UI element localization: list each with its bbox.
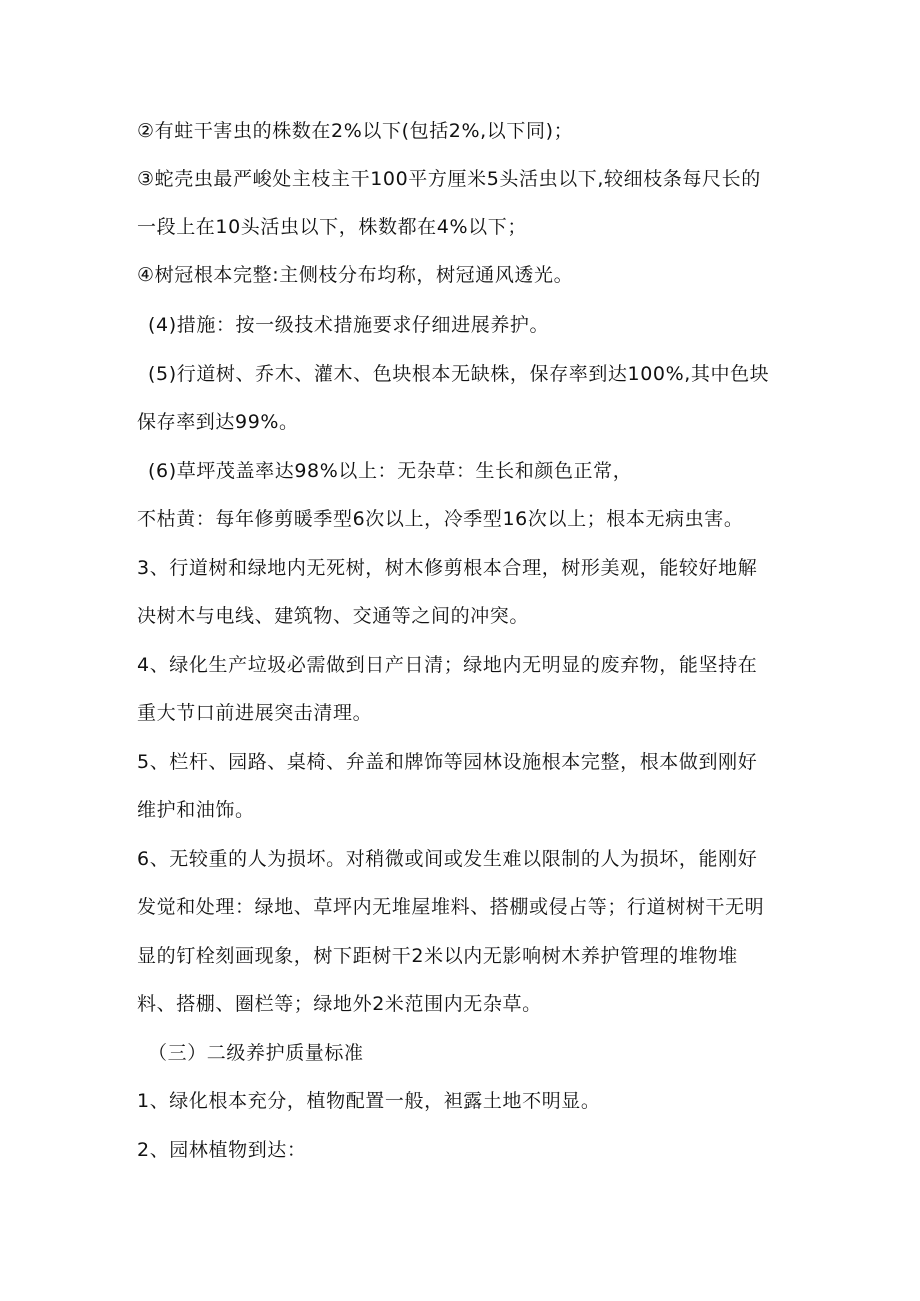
text-line: 2、园林植物到达：: [137, 1139, 307, 1161]
text-line: 重大节口前进展突击清理。: [137, 702, 373, 724]
text-line: ③蛇壳虫最严峻处主枝主干100平方厘米5头活虫以下,较细枝条每尺长的: [137, 168, 761, 190]
text-line: 发觉和处理：绿地、草坪内无堆屋堆料、搭棚或侵占等；行道树树干无明: [137, 896, 765, 918]
text-line: ②有蛀干害虫的株数在2%以下(包括2%,以下同)；: [137, 120, 574, 142]
text-line: 5、栏杆、园路、桌椅、弁盖和牌饰等园林设施根本完整，根本做到刚好: [137, 751, 758, 773]
text-line: 决树木与电线、建筑物、交通等之间的冲突。: [137, 605, 530, 627]
text-line: 保存率到达99%。: [137, 411, 299, 433]
text-line: 料、搭棚、圈栏等；绿地外2米范围内无杂草。: [137, 993, 542, 1015]
text-line: 一段上在10头活虫以下，株数都在4%以下；: [137, 216, 527, 238]
text-line: 维护和油饰。: [137, 799, 255, 821]
text-line: 4、绿化生产垃圾必需做到日产日清；绿地内无明显的废弃物，能坚持在: [137, 654, 758, 676]
text-line: 1、绿化根本充分，植物配置一般，袒露土地不明显。: [137, 1090, 601, 1112]
text-line: (5)行道树、乔木、灌木、色块根本无缺株，保存率到达100%,其中色块: [148, 363, 770, 385]
text-line: 不枯黄：每年修剪暖季型6次以上，冷季型16次以上；根本无病虫害。: [137, 508, 744, 530]
text-line: 6、无较重的人为损坏。对稍微或间或发生难以限制的人为损坏，能刚好: [137, 848, 758, 870]
section-heading: （三）二级养护质量标准: [148, 1042, 364, 1064]
text-line: (4)措施：按一级技术措施要求仔细进展养护。: [148, 314, 550, 336]
text-line: 显的钉栓刻画现象，树下距树干2米以内无影响树木养护管理的堆物堆: [137, 945, 738, 967]
text-line: 3、行道树和绿地内无死树，树木修剪根本合理，树形美观，能较好地解: [137, 557, 758, 579]
text-line: (6)草坪茂盖率达98%以上：无杂草：生长和颜色正常，: [148, 460, 633, 482]
text-line: ④树冠根本完整:主侧枝分布均称，树冠通风透光。: [137, 264, 574, 286]
